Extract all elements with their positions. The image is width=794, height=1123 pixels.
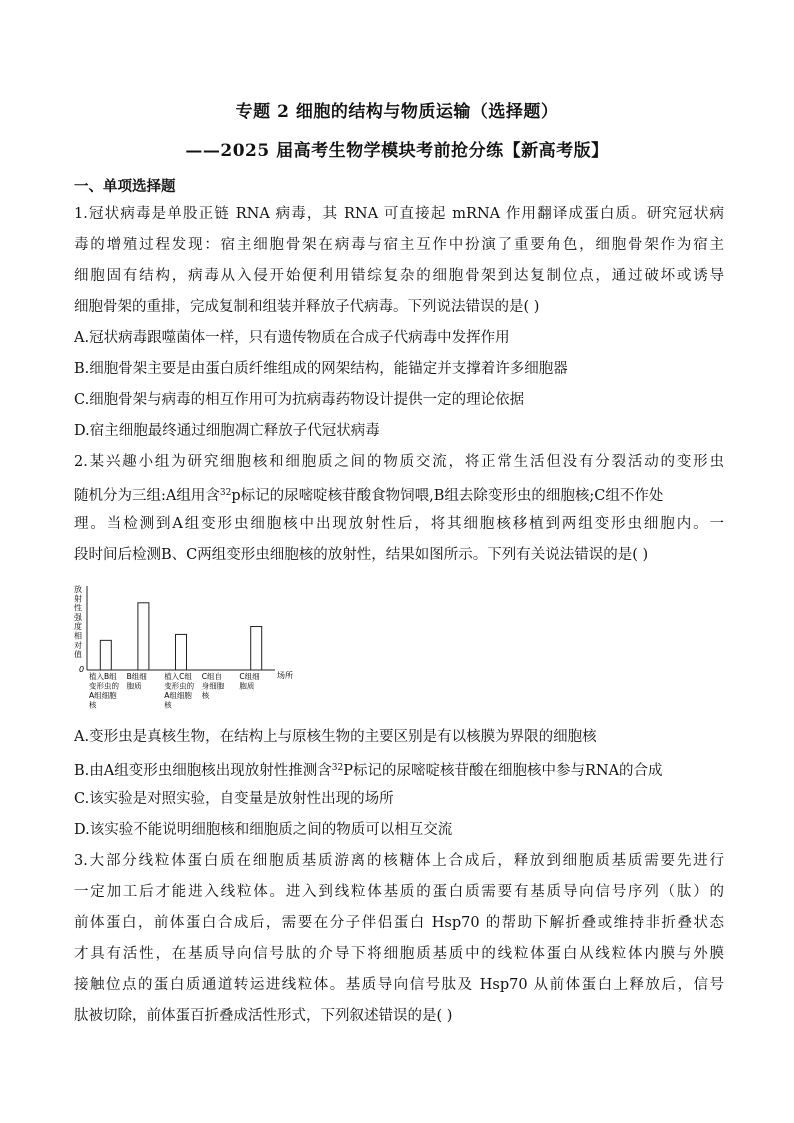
q2-option-b-text: B.由A组变形虫细胞核出现放射性推测含 xyxy=(74,763,332,779)
q2-stem-text: 随机分为三组:A组用含 xyxy=(74,488,220,504)
isotope-superscript: 32 xyxy=(219,488,232,498)
q3-stem-line: 才具有活性，在基质导向信号肽的介导下将细胞质基质中的线粒体蛋白从线粒体内膜与外膜 xyxy=(74,946,724,962)
chart-y-axis-label-char: 度 xyxy=(74,622,82,632)
q3-stem-line: 一定加工后才能进入线粒体。进入到线粒体基质的蛋白质需要有基质导向信号序列（肽）的 xyxy=(74,884,724,900)
q1-option-b: B.细胞骨架主要是由蛋白质纤维组成的网架结构，能锚定并支撑着许多细胞器 xyxy=(74,361,568,377)
q2-stem-line: 2.某兴趣小组为研究细胞核和细胞质之间的物质交流，将正常生活但没有分裂活动的变形虫 xyxy=(74,454,724,470)
chart-origin-label: 0 xyxy=(79,665,85,674)
q1-stem-line: 毒的增殖过程发现：宿主细胞骨架在病毒与宿主互作中扮演了重要角色，细胞骨架作为宿主 xyxy=(74,237,724,253)
chart-category-label: 植入B组 xyxy=(89,672,117,681)
chart-category-label: A组细胞 xyxy=(89,691,117,700)
chart-category-label: 核 xyxy=(201,691,210,700)
chart-category-label: 核 xyxy=(164,700,172,710)
chart-category-label: 胞质 xyxy=(126,681,142,691)
chart-x-axis-label: 场所 xyxy=(277,671,293,680)
chart-y-axis-label-char: 相 xyxy=(74,631,82,641)
chart-category-labels xyxy=(89,671,260,710)
q3-stem-line: 前体蛋白，前体蛋白合成后，需要在分子伴侣蛋白 Hsp70 的帮助下解折叠或维持非折叠状态 xyxy=(74,915,724,931)
chart-category-label: 变形虫的 xyxy=(164,681,195,691)
chart-category-label: C组自 xyxy=(201,672,223,681)
chart-category-label: C组细 xyxy=(239,672,260,681)
q1-option-c: C.细胞骨架与病毒的相互作用可为抗病毒药物设计提供一定的理论依据 xyxy=(74,392,525,408)
q2-option-b-text: P标记的尿嘧啶核苷酸在细胞核中参与RNA的合成 xyxy=(343,763,663,779)
q2-option-c: C.该实验是对照实验，自变量是放射性出现的场所 xyxy=(74,791,394,807)
chart-category-label: 植入C组 xyxy=(164,672,192,681)
chart-category-label: 胞质 xyxy=(239,681,255,691)
q3-stem-line: 3.大部分线粒体蛋白质在细胞质基质游离的核糖体上合成后，释放到细胞质基质需要先进行 xyxy=(74,853,724,869)
chart-bars xyxy=(100,603,261,670)
q3-stem-line: 接触位点的蛋白质通道转运进线粒体。基质导向信号肽及 Hsp70 从前体蛋白上释放后，信号 xyxy=(74,977,724,993)
document-subtitle: ——2025 届高考生物学模块考前抢分练【新高考版】 xyxy=(185,141,609,161)
chart-y-axis-label-char: 射 xyxy=(74,594,82,604)
chart-y-axis-label-char: 强 xyxy=(74,612,82,622)
chart-category-label: 身细胞 xyxy=(201,681,225,691)
chart-y-axis-label-char: 性 xyxy=(74,603,82,613)
question-1 xyxy=(74,199,724,447)
q1-stem-line: 细胞骨架的重排，完成复制和组装并释放子代病毒。下列说法错误的是( ) xyxy=(74,299,540,315)
document-title: 专题 2 细胞的结构与物质运输（选择题） xyxy=(235,102,559,122)
q2-option-d: D.该实验不能说明细胞核和细胞质之间的物质可以相互交流 xyxy=(74,822,453,838)
q1-stem-line: 1.冠状病毒是单股正链 RNA 病毒，其 RNA 可直接起 mRNA 作用翻译成蛋白质。研究冠状病 xyxy=(74,206,724,222)
radioactivity-bar-chart xyxy=(70,578,310,713)
q2-stem-line: 段时间后检测B、C两组变形虫细胞核的放射性，结果如图所示。下列有关说法错误的是( ) xyxy=(74,547,649,563)
q1-option-d: D.宿主细胞最终通过细胞凋亡释放子代冠状病毒 xyxy=(74,423,380,439)
chart-y-axis-label xyxy=(74,584,83,659)
chart-bar xyxy=(138,603,149,670)
chart-y-axis-label-char: 放 xyxy=(74,585,82,594)
chart-y-axis-label-char: 值 xyxy=(74,650,82,660)
question-2 xyxy=(74,447,724,571)
q2-stem-line: 理。当检测到A组变形虫细胞核中出现放射性后，将其细胞核移植到两组变形虫细胞内。一 xyxy=(74,516,724,532)
q2-option-b xyxy=(74,753,724,784)
q1-option-a: A.冠状病毒跟噬菌体一样，只有遗传物质在合成子代病毒中发挥作用 xyxy=(74,330,510,346)
chart-category-label: 核 xyxy=(89,700,97,710)
question-2-options xyxy=(74,722,724,846)
q2-stem-text: p标记的尿嘧啶核苷酸食物饲喂,B组去除变形虫的细胞核;C组不作处 xyxy=(231,488,664,504)
chart-category-label: B组细 xyxy=(126,672,147,681)
isotope-superscript: 32 xyxy=(331,763,344,773)
q1-stem-line: 细胞固有结构，病毒从入侵开始便利用错综复杂的细胞骨架到达复制位点，通过破坏或诱导 xyxy=(74,268,724,284)
chart-bar xyxy=(100,640,111,670)
q2-stem-line xyxy=(74,478,724,509)
section-heading: 一、单项选择题 xyxy=(74,178,176,195)
q2-option-a: A.变形虫是真核生物，在结构上与原核生物的主要区别是有以核膜为界限的细胞核 xyxy=(74,729,597,745)
q3-stem-line: 肽被切除，前体蛋百折叠成活性形式，下列叙述错误的是( ) xyxy=(74,1008,453,1024)
chart-bar xyxy=(251,627,262,670)
question-3 xyxy=(74,846,724,1032)
chart-category-label: 变形虫的 xyxy=(89,681,119,691)
chart-y-axis-label-char: 对 xyxy=(74,640,82,650)
chart-bar xyxy=(176,634,187,670)
chart-category-label: A组细胞 xyxy=(164,691,192,700)
